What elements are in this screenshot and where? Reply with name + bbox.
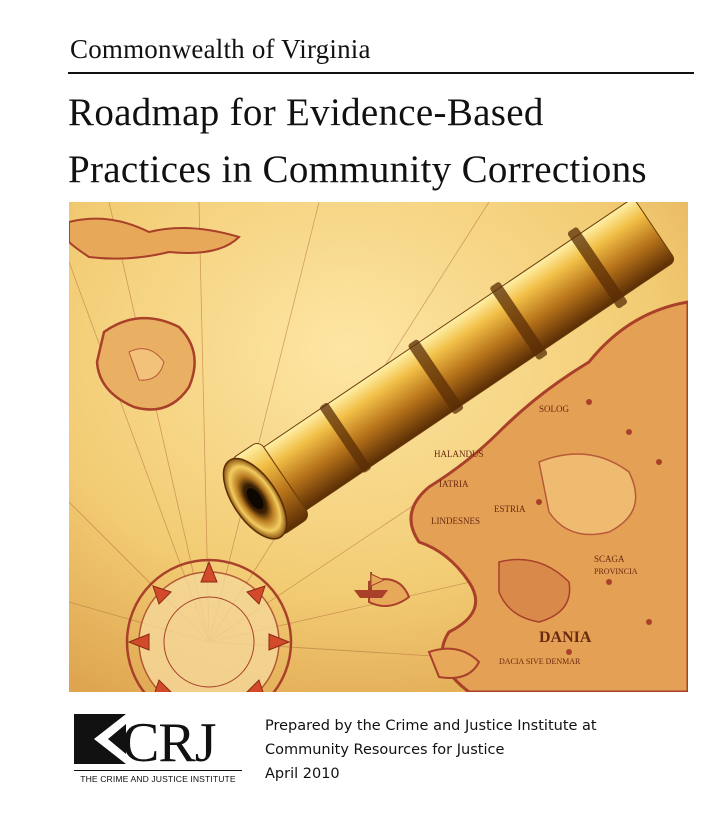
map-label: DANIA (539, 629, 592, 646)
map-label: SCAGA (594, 554, 625, 564)
map-label: DACIA SIVE DENMAR (499, 657, 581, 666)
crj-logo-mark-icon (72, 712, 244, 768)
cover-image (69, 202, 688, 692)
title-line-1: Roadmap for Evidence-Based (68, 91, 544, 134)
title-line-2: Practices in Community Corrections (68, 148, 647, 191)
logo-tagline: THE CRIME AND JUSTICE INSTITUTE (74, 770, 242, 784)
prepared-by-block (265, 714, 597, 786)
prepared-line-2: Community Resources for Justice (265, 742, 505, 758)
map-label: SOLOG (539, 404, 570, 414)
publication-date: April 2010 (265, 766, 340, 782)
crj-logo-text: CRJ (122, 712, 216, 768)
prepared-line-1: Prepared by the Crime and Justice Institute at (265, 718, 597, 734)
map-label: LINDESNES (431, 516, 480, 526)
header-rule (68, 72, 694, 74)
map-label: IATRIA (439, 479, 469, 489)
map-telescope-illustration (69, 202, 688, 692)
map-label: HALANDUS (434, 449, 484, 459)
map-label: PROVINCIA (594, 567, 638, 576)
state-heading: Commonwealth of Virginia (70, 34, 371, 64)
report-title (68, 84, 708, 198)
crj-logo (72, 712, 244, 788)
map-label: ESTRIA (494, 504, 526, 514)
